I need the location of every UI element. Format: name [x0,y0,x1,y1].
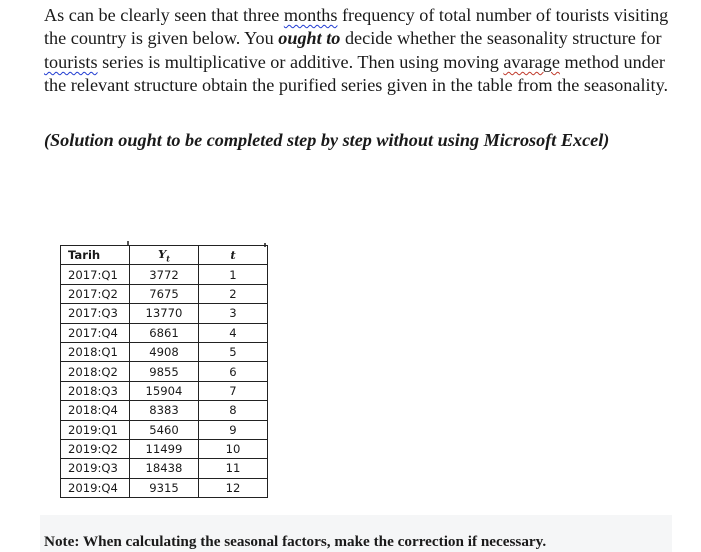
cell-t: 2 [199,284,268,303]
table-row [61,401,268,420]
table-row [61,342,268,361]
table-row [61,323,268,342]
cell-tarih: 2019:Q3 [61,459,130,478]
note-text: Note: When calculating the seasonal factors, make the correction if necessary. [44,533,547,550]
cell-t: 10 [199,439,268,458]
cell-tarih: 2019:Q1 [61,420,130,439]
cell-tarih: 2018:Q2 [61,362,130,381]
cell-tarih: 2018:Q1 [61,342,130,361]
cell-t: 1 [199,265,268,284]
header-tarih: Tarih [61,246,130,265]
table-row [61,304,268,323]
emphasis-ought-to: ought to [278,28,341,49]
problem-description: As can be clearly seen that three months frequency of total number of tourists visiting the country is given below. You ought to decide whether the seasonality structure for tourists series is multiplicative or additive. Then using moving avarage method under the relevant structure obtain the purified series given in the table from the seasonality. [44,5,669,96]
spellcheck-word-avarage: avarage [503,51,560,72]
cell-yt: 18438 [130,459,199,478]
cell-tarih: 2017:Q4 [61,323,130,342]
header-t: t [199,246,268,265]
cell-yt: 3772 [130,265,199,284]
spellcheck-word-tourists: tourists [44,51,98,72]
table-row [61,381,268,400]
table-row [61,478,268,497]
cell-yt: 6861 [130,323,199,342]
cell-yt: 5460 [130,420,199,439]
cell-yt: 15904 [130,381,199,400]
cell-tarih: 2018:Q3 [61,381,130,400]
cell-yt: 4908 [130,342,199,361]
cell-t: 8 [199,401,268,420]
cell-t: 6 [199,362,268,381]
cell-tarih: 2018:Q4 [61,401,130,420]
instruction-text: (Solution ought to be completed step by step without using Microsoft Excel) [44,130,610,150]
cell-tarih: 2019:Q2 [61,439,130,458]
table-row [61,459,268,478]
cell-yt: 9855 [130,362,199,381]
cell-t: 12 [199,478,268,497]
cell-tarih: 2017:Q1 [61,265,130,284]
spellcheck-word-months: months [283,5,338,25]
cell-yt: 7675 [130,284,199,303]
cell-t: 11 [199,459,268,478]
cell-tarih: 2017:Q3 [61,304,130,323]
cell-tarih: 2017:Q2 [61,284,130,303]
table-row [61,265,268,284]
cell-t: 3 [199,304,268,323]
cell-yt: 8383 [130,401,199,420]
tourist-data-table [60,245,268,498]
table-row [61,362,268,381]
table-row [61,284,268,303]
cell-yt: 11499 [130,439,199,458]
table-row [61,420,268,439]
cell-t: 7 [199,381,268,400]
table-row [61,439,268,458]
cell-tarih: 2019:Q4 [61,478,130,497]
cell-t: 4 [199,323,268,342]
cell-yt: 9315 [130,478,199,497]
cell-t: 5 [199,342,268,361]
header-yt: $Y_t$ [130,246,199,265]
cell-t: 9 [199,420,268,439]
cell-yt: 13770 [130,304,199,323]
table-header-row [61,246,268,265]
